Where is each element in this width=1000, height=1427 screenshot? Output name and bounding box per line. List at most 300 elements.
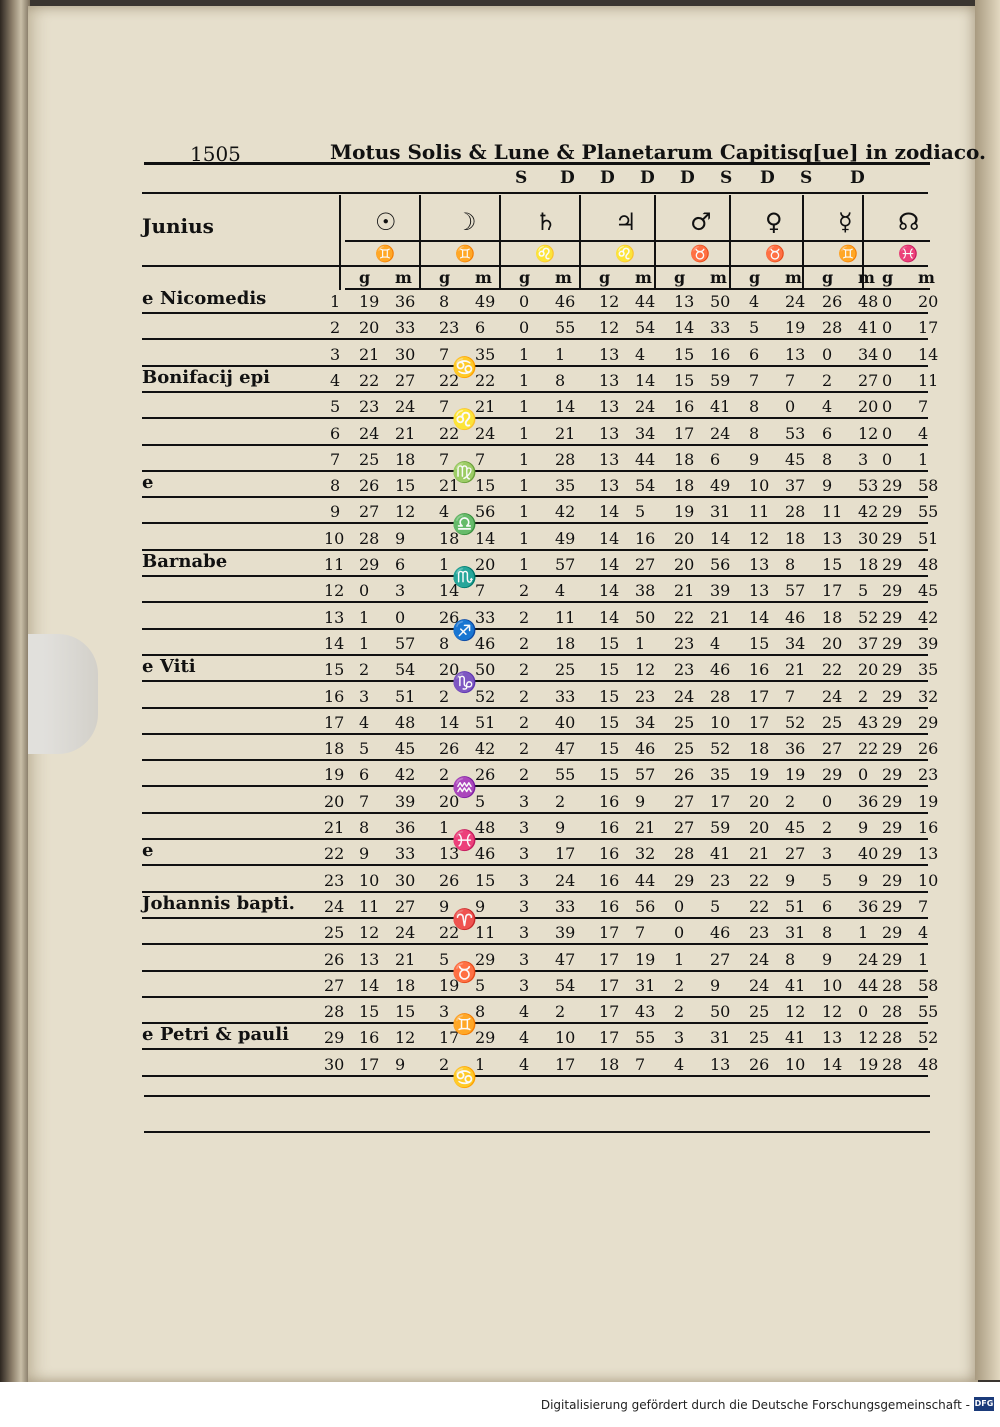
table-cell: 3 [395,581,406,601]
table-cell: 24 [858,949,879,969]
table-cell: 51 [475,712,496,732]
direction-mark: D [680,168,695,188]
table-cell: 29 [882,844,903,864]
table-cell: 21 [395,949,416,969]
table-cell: 52 [918,1028,939,1048]
table-cell: 18 [439,528,460,548]
table-cell: 33 [710,318,731,338]
day-number: 8 [330,476,341,496]
header-rule [142,192,928,194]
table-cell: 26 [475,765,496,785]
table-cell: 58 [918,476,939,496]
table-cell: 29 [882,633,903,653]
table-cell: 49 [555,528,576,548]
table-cell: 22 [749,870,770,890]
table-cell: 6 [822,423,833,443]
table-cell: 14 [439,712,460,732]
table-cell: 0 [858,765,869,785]
table-cell: 1 [359,607,370,627]
table-cell: 6 [822,896,833,916]
table-cell: 18 [395,975,416,995]
table-cell: 13 [822,528,843,548]
row-rule [142,496,928,498]
table-cell: 14 [439,581,460,601]
table-cell: 2 [785,791,796,811]
table-cell: 13 [599,397,620,417]
table-cell: 46 [635,739,656,759]
table-cell: 21 [749,844,770,864]
table-cell: 19 [785,765,806,785]
table-cell: 3 [858,449,869,469]
table-cell: 28 [882,1028,903,1048]
table-cell: 12 [395,502,416,522]
table-cell: 44 [858,975,879,995]
table-cell: 50 [710,292,731,311]
table-cell: 57 [635,765,656,785]
table-cell: 29 [882,896,903,916]
row-rule [142,391,928,393]
table-cell: 20 [475,555,496,574]
table-cell: 52 [710,739,731,759]
table-cell: 5 [439,949,450,969]
table-cell: 26 [439,870,460,890]
table-cell: 7 [635,923,646,943]
header-rule [345,240,930,242]
direction-mark: D [640,168,655,188]
table-cell: 14 [710,528,731,548]
table-cell: 2 [359,660,370,680]
table-cell: 7 [475,581,486,601]
row-rule [142,996,928,998]
table-cell: 23 [674,660,695,680]
table-cell: 8 [749,397,760,417]
table-cell: 53 [858,476,879,496]
table-cell: 28 [822,318,843,338]
table-cell: 51 [918,528,939,548]
table-cell: 15 [395,1002,416,1022]
table-cell: 11 [555,607,576,627]
table-cell: 15 [599,633,620,653]
table-cell: 25 [674,739,695,759]
table-cell: 5 [710,896,721,916]
day-number: 17 [324,712,345,732]
sign-icon: ♌ [615,244,635,263]
table-cell: 29 [882,818,903,837]
table-cell: 7 [439,397,450,417]
table-cell: 26 [749,1054,770,1074]
day-number: 18 [324,739,345,759]
table-cell: 29 [475,1028,496,1048]
table-cell: 55 [918,1002,939,1022]
table-cell: 13 [599,423,620,443]
table-cell: 41 [785,975,806,995]
day-number: 7 [330,449,341,469]
row-rule [142,812,928,814]
table-cell: 12 [822,1002,843,1022]
table-cell: 28 [359,528,380,548]
table-cell: 20 [858,397,879,417]
table-cell: 21 [635,818,656,837]
table-cell: 45 [785,449,806,469]
table-cell: 10 [785,1054,806,1074]
header-rule [345,288,930,290]
table-cell: 0 [822,791,833,811]
table-cell: 43 [858,712,879,732]
table-cell: 15 [749,633,770,653]
table-cell: 8 [749,423,760,443]
table-cell: 13 [785,344,806,364]
month-label: Junius [142,214,214,238]
table-cell: 40 [555,712,576,732]
table-cell: 44 [635,870,656,890]
table-cell: 50 [710,1002,731,1022]
zodiac-sign-icon: ♍ [452,459,477,484]
table-cell: 1 [519,344,530,364]
table-cell: 41 [710,844,731,864]
header-rule [144,162,930,165]
table-cell: 7 [439,344,450,364]
table-cell: 41 [785,1028,806,1048]
table-cell: 25 [674,712,695,732]
table-cell: 4 [749,292,760,311]
dominical-letter: e [142,472,154,494]
table-cell: 47 [555,739,576,759]
table-cell: 7 [918,397,929,417]
table-cell: 17 [822,581,843,601]
table-cell: 11 [749,502,770,522]
table-cell: 55 [555,765,576,785]
table-cell: 46 [710,660,731,680]
day-number: 19 [324,765,345,785]
row-rule [142,654,928,656]
table-cell: 9 [395,1054,406,1074]
table-cell: 21 [359,344,380,364]
table-cell: 29 [475,949,496,969]
degree-unit: g [519,268,531,287]
table-cell: 1 [519,423,530,443]
table-cell: 9 [858,870,869,890]
table-cell: 23 [635,686,656,706]
table-cell: 3 [519,844,530,864]
table-cell: 45 [918,581,939,601]
table-cell: 13 [749,581,770,601]
table-cell: 24 [674,686,695,706]
table-cell: 29 [882,581,903,601]
table-cell: 13 [918,844,939,864]
day-number: 23 [324,870,345,890]
saint-name: Johannis bapti. [142,892,295,914]
table-cell: 3 [674,1028,685,1048]
table-cell: 9 [785,870,796,890]
table-cell: 25 [749,1028,770,1048]
dominical-letter: e [142,656,154,678]
direction-mark: S [800,168,813,188]
footer-credit: Digitalisierung gefördert durch die Deutsche Forschungsgemeinschaft - [540,1398,970,1412]
sign-icon: ♉ [690,244,710,263]
table-cell: 7 [439,449,450,469]
direction-mark: D [760,168,775,188]
day-number: 6 [330,423,341,443]
table-cell: 24 [749,975,770,995]
table-cell: 16 [599,818,620,837]
table-cell: 28 [882,975,903,995]
table-cell: 41 [710,397,731,417]
table-cell: 2 [555,1002,566,1022]
table-cell: 8 [439,292,450,311]
table-cell: 9 [858,818,869,837]
direction-mark: D [600,168,615,188]
table-cell: 8 [475,1002,486,1022]
table-cell: 47 [555,949,576,969]
table-cell: 56 [710,555,731,574]
table-cell: 45 [785,818,806,837]
table-cell: 7 [359,791,370,811]
table-cell: 54 [555,975,576,995]
table-cell: 50 [475,660,496,680]
table-cell: 29 [882,765,903,785]
table-cell: 0 [882,344,893,364]
table-cell: 30 [395,344,416,364]
sign-icon: ♓ [898,244,918,263]
moon-icon: ☽ [455,208,477,236]
table-cell: 1 [439,555,450,574]
table-cell: 30 [395,870,416,890]
table-cell: 42 [858,502,879,522]
degree-unit: g [749,268,761,287]
table-cell: 2 [439,686,450,706]
table-cell: 0 [882,397,893,417]
table-cell: 28 [555,449,576,469]
table-cell: 48 [918,1054,939,1074]
table-cell: 21 [475,397,496,417]
table-cell: 49 [475,292,496,311]
table-cell: 12 [635,660,656,680]
table-cell: 35 [555,476,576,496]
table-cell: 29 [882,923,903,943]
table-cell: 30 [858,528,879,548]
table-cell: 27 [674,818,695,837]
table-cell: 26 [674,765,695,785]
table-cell: 29 [882,791,903,811]
table-cell: 27 [359,502,380,522]
table-cell: 28 [710,686,731,706]
table-cell: 20 [918,292,939,311]
table-cell: 33 [555,686,576,706]
table-cell: 14 [359,975,380,995]
table-cell: 2 [519,739,530,759]
zodiac-sign-icon: ♒ [452,775,477,800]
table-cell: 11 [475,923,496,943]
table-cell: 2 [822,818,833,837]
table-cell: 57 [395,633,416,653]
dfg-logo: DFG [974,1397,994,1411]
row-rule [142,549,928,551]
minute-unit: m [858,268,875,287]
zodiac-sign-icon: ♏ [452,565,477,589]
table-cell: 22 [674,607,695,627]
table-cell: 1 [519,476,530,496]
table-cell: 23 [710,870,731,890]
table-cell: 58 [918,975,939,995]
day-number: 13 [324,607,345,627]
row-rule [142,838,928,840]
table-cell: 1 [439,818,450,837]
table-cell: 2 [439,1054,450,1074]
table-cell: 51 [785,896,806,916]
table-cell: 35 [710,765,731,785]
column-divider [419,195,421,290]
table-cell: 15 [599,660,620,680]
table-cell: 10 [918,870,939,890]
table-cell: 15 [599,739,620,759]
row-rule [142,970,928,972]
table-cell: 17 [674,423,695,443]
table-cell: 8 [785,555,796,574]
zodiac-sign-icon: ♌ [452,407,477,432]
table-cell: 7 [785,686,796,706]
row-rule [142,759,928,761]
table-cell: 14 [749,607,770,627]
table-cell: 0 [674,896,685,916]
table-cell: 0 [882,449,893,469]
table-cell: 16 [635,528,656,548]
column-divider [579,195,581,290]
row-rule [142,943,928,945]
table-cell: 9 [749,449,760,469]
table-cell: 52 [475,686,496,706]
table-cell: 17 [599,975,620,995]
column-divider [729,195,731,290]
table-cell: 14 [599,607,620,627]
day-number: 4 [330,370,341,390]
table-cell: 7 [475,449,486,469]
sign-icon: ♊ [455,244,475,263]
table-cell: 1 [519,502,530,522]
table-cell: 0 [882,292,893,311]
zodiac-sign-icon: ♓ [452,828,477,852]
table-cell: 29 [882,660,903,680]
table-cell: 21 [710,607,731,627]
table-cell: 27 [822,739,843,759]
table-cell: 35 [918,660,939,680]
day-number: 16 [324,686,345,706]
table-cell: 3 [822,844,833,864]
table-cell: 4 [555,581,566,601]
table-cell: 57 [785,581,806,601]
table-cell: 46 [785,607,806,627]
table-cell: 32 [635,844,656,864]
table-cell: 1 [519,397,530,417]
table-cell: 15 [359,1002,380,1022]
row-rule [142,733,928,735]
minute-unit: m [635,268,652,287]
column-divider [802,195,804,290]
table-cell: 27 [710,949,731,969]
table-cell: 40 [858,844,879,864]
table-cell: 43 [635,1002,656,1022]
table-cell: 24 [710,423,731,443]
table-cell: 27 [395,896,416,916]
table-cell: 1 [858,923,869,943]
dominical-letter: e [142,288,154,309]
table-cell: 29 [882,870,903,890]
table-cell: 26 [439,607,460,627]
table-cell: 24 [822,686,843,706]
table-cell: 13 [822,1028,843,1048]
row-rule [142,864,928,866]
table-cell: 2 [519,581,530,601]
table-cell: 44 [635,292,656,311]
table-cell: 24 [555,870,576,890]
table-cell: 48 [918,555,939,574]
table-cell: 27 [785,844,806,864]
table-cell: 29 [359,555,380,574]
table-cell: 7 [785,370,796,390]
table-cell: 21 [674,581,695,601]
table-cell: 11 [359,896,380,916]
table-cell: 19 [635,949,656,969]
table-cell: 37 [858,633,879,653]
day-number: 22 [324,844,345,864]
table-cell: 15 [674,370,695,390]
table-cell: 14 [918,344,939,364]
table-cell: 12 [395,1028,416,1048]
table-cell: 18 [599,1054,620,1074]
table-cell: 16 [359,1028,380,1048]
table-cell: 13 [439,844,460,864]
table-cell: 14 [822,1054,843,1074]
table-cell: 23 [749,923,770,943]
table-cell: 4 [918,423,929,443]
row-rule [142,1048,928,1050]
minute-unit: m [710,268,727,287]
table-cell: 39 [918,633,939,653]
day-number: 5 [330,397,341,417]
table-bottom-rule [144,1131,930,1133]
table-cell: 24 [749,949,770,969]
degree-unit: g [674,268,686,287]
table-cell: 9 [635,791,646,811]
row-rule [142,917,928,919]
table-cell: 16 [674,397,695,417]
table-cell: 17 [555,844,576,864]
table-cell: 20 [858,660,879,680]
day-number: 12 [324,581,345,601]
saint-name: Barnabe [142,551,228,572]
table-cell: 4 [519,1028,530,1048]
table-cell: 24 [395,923,416,943]
table-cell: 34 [635,712,656,732]
table-cell: 12 [599,318,620,338]
table-cell: 46 [710,923,731,943]
table-cell: 2 [439,765,450,785]
table-cell: 4 [635,344,646,364]
table-cell: 2 [555,791,566,811]
table-cell: 10 [710,712,731,732]
row-rule [142,417,928,419]
table-cell: 5 [635,502,646,522]
table-cell: 36 [395,818,416,837]
row-rule [142,628,928,630]
table-cell: 31 [635,975,656,995]
table-cell: 31 [710,502,731,522]
table-cell: 23 [674,633,695,653]
table-cell: 33 [395,844,416,864]
table-cell: 3 [519,818,530,837]
table-cell: 14 [635,370,656,390]
table-cell: 14 [555,397,576,417]
table-cell: 9 [359,844,370,864]
